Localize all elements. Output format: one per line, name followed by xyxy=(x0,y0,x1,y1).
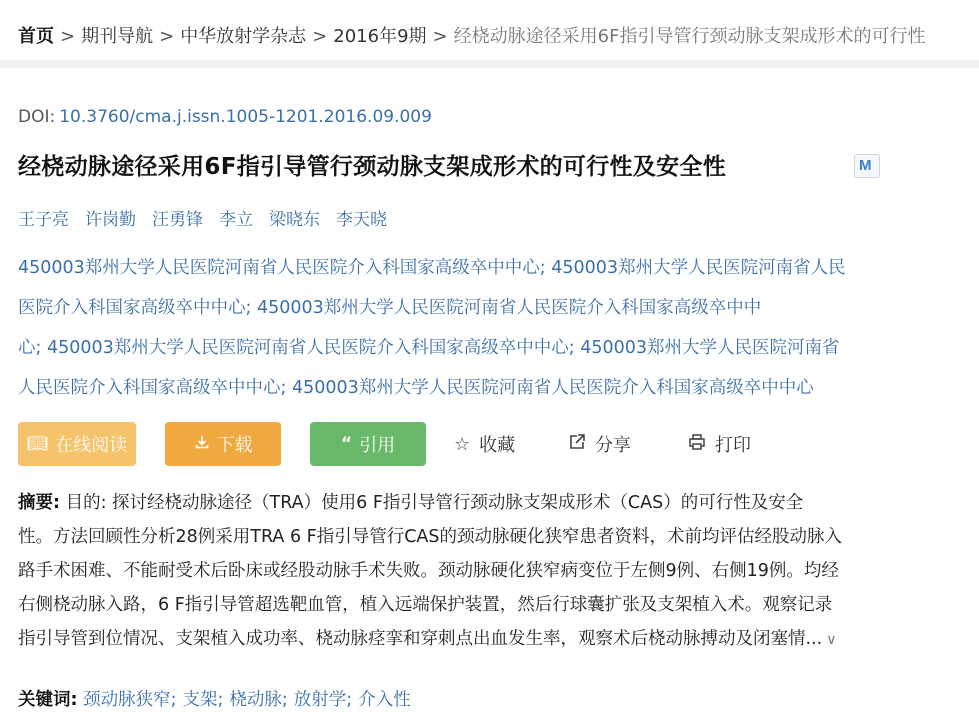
keyword-link[interactable]: 放射学 xyxy=(293,690,347,710)
book-icon: 📖︎ xyxy=(26,434,49,454)
keywords-label: 关键词: xyxy=(18,690,78,710)
keyword-separator: ; xyxy=(217,690,224,710)
abstract-line: 路手术困难、不能耐受术后卧床或经股动脉手术失败。颈动脉硬化狭窄病变位于左侧9例、右侧19例。均经 xyxy=(18,561,839,581)
abstract-text: 指引导管到位情况、支架植入成功率、桡动脉痉挛和穿刺点出血发生率，观察术后桡动脉搏动及闭塞情... xyxy=(18,629,823,649)
author-link[interactable]: 王子亮 xyxy=(18,210,69,230)
keyword-link[interactable]: 介入性 xyxy=(358,690,411,710)
author-link[interactable]: 梁晓东 xyxy=(269,210,320,230)
affiliation-line[interactable]: 心; 450003郑州大学人民医院河南省人民医院介入科国家高级卒中中心; 450003郑州大学人民医院河南省 xyxy=(18,338,840,358)
quote-icon: “ xyxy=(340,434,353,454)
download-button[interactable] xyxy=(165,422,281,466)
download-icon xyxy=(194,434,210,455)
author-link[interactable]: 李立 xyxy=(219,210,253,230)
breadcrumb-separator: > xyxy=(312,26,328,47)
favorite-label: 收藏 xyxy=(479,435,516,456)
metadata-m-icon-letter: M xyxy=(859,157,872,174)
breadcrumb-journal-link[interactable]: 中华放射学杂志 xyxy=(180,26,307,47)
cite-button[interactable] xyxy=(310,422,426,466)
author-link[interactable]: 汪勇锋 xyxy=(152,210,203,230)
affiliation-line[interactable]: 人民医院介入科国家高级卒中中心; 450003郑州大学人民医院河南省人民医院介入科国家高级卒中中心 xyxy=(18,378,814,398)
breadcrumb-current-article: 经桡动脉途径采用6F指引导管行颈动脉支架成形术的可行性 xyxy=(453,26,926,47)
download-label: 下载 xyxy=(216,435,253,456)
breadcrumb-separator: > xyxy=(159,26,175,47)
keyword-separator: ; xyxy=(170,690,177,710)
breadcrumb-issue-link[interactable]: 2016年9期 xyxy=(333,26,427,47)
abstract-text: 目的: 探讨经桡动脉途径（TRA）使用6 F指引导管行颈动脉支架成形术（CAS）的可行性及安全 xyxy=(65,493,804,513)
article-actions xyxy=(18,422,968,466)
keyword-separator: ; xyxy=(346,690,353,710)
article-title: 经桡动脉途径采用6F指引导管行颈动脉支架成形术的可行性及安全性 xyxy=(18,154,727,180)
author-link[interactable]: 许岗勤 xyxy=(85,210,136,230)
abstract-line xyxy=(18,486,963,520)
doi-link[interactable]: 10.3760/cma.j.issn.1005-1201.2016.09.009 xyxy=(59,107,432,127)
cite-label: 引用 xyxy=(359,435,396,456)
metadata-m-icon[interactable] xyxy=(854,154,880,178)
keyword-link[interactable]: 支架 xyxy=(182,690,218,710)
author-list xyxy=(18,205,403,230)
abstract xyxy=(18,486,963,657)
expand-chevron-icon[interactable]: ∨ xyxy=(826,632,837,648)
keyword-separator: ; xyxy=(281,690,288,710)
doi-label: DOI: xyxy=(18,107,56,127)
read-online-button[interactable] xyxy=(18,422,136,466)
abstract-line: 右侧桡动脉入路，6 F指引导管超选靶血管，植入远端保护装置，然后行球囊扩张及支架植入术。观察记录 xyxy=(18,595,833,615)
read-online-label: 在线阅读 xyxy=(55,435,128,456)
keyword-link[interactable]: 颈动脉狭窄 xyxy=(83,690,171,710)
abstract-line: 性。方法回顾性分析28例采用TRA 6 F指引导管行CAS的颈动脉硬化狭窄患者资料，术前均评估经股动脉入 xyxy=(18,527,843,547)
abstract-line xyxy=(18,622,963,657)
affiliation-line[interactable]: 450003郑州大学人民医院河南省人民医院介入科国家高级卒中中心; 450003郑州大学人民医院河南省人民 xyxy=(18,258,846,278)
print-label: 打印 xyxy=(715,435,751,456)
share-button[interactable] xyxy=(568,422,631,466)
breadcrumb-separator: > xyxy=(432,26,448,47)
favorite-button[interactable] xyxy=(454,422,515,466)
keywords xyxy=(18,686,411,711)
keyword-link[interactable]: 桡动脉 xyxy=(229,690,282,710)
affiliation-line[interactable]: 医院介入科国家高级卒中中心; 450003郑州大学人民医院河南省人民医院介入科国家高级卒中中 xyxy=(18,298,762,318)
abstract-label: 摘要: xyxy=(18,493,60,513)
share-label: 分享 xyxy=(595,435,631,456)
affiliation-list xyxy=(18,248,968,408)
doi-line xyxy=(18,107,432,127)
author-link[interactable]: 李天晓 xyxy=(336,210,387,230)
breadcrumb-home-link[interactable]: 首页 xyxy=(18,26,54,47)
share-icon xyxy=(568,433,586,456)
printer-icon xyxy=(688,433,706,456)
star-icon: ☆ xyxy=(454,433,471,455)
print-button[interactable] xyxy=(688,422,751,466)
breadcrumb-journal-nav-link[interactable]: 期刊导航 xyxy=(81,26,154,47)
breadcrumb xyxy=(0,0,979,68)
breadcrumb-separator: > xyxy=(60,26,76,47)
